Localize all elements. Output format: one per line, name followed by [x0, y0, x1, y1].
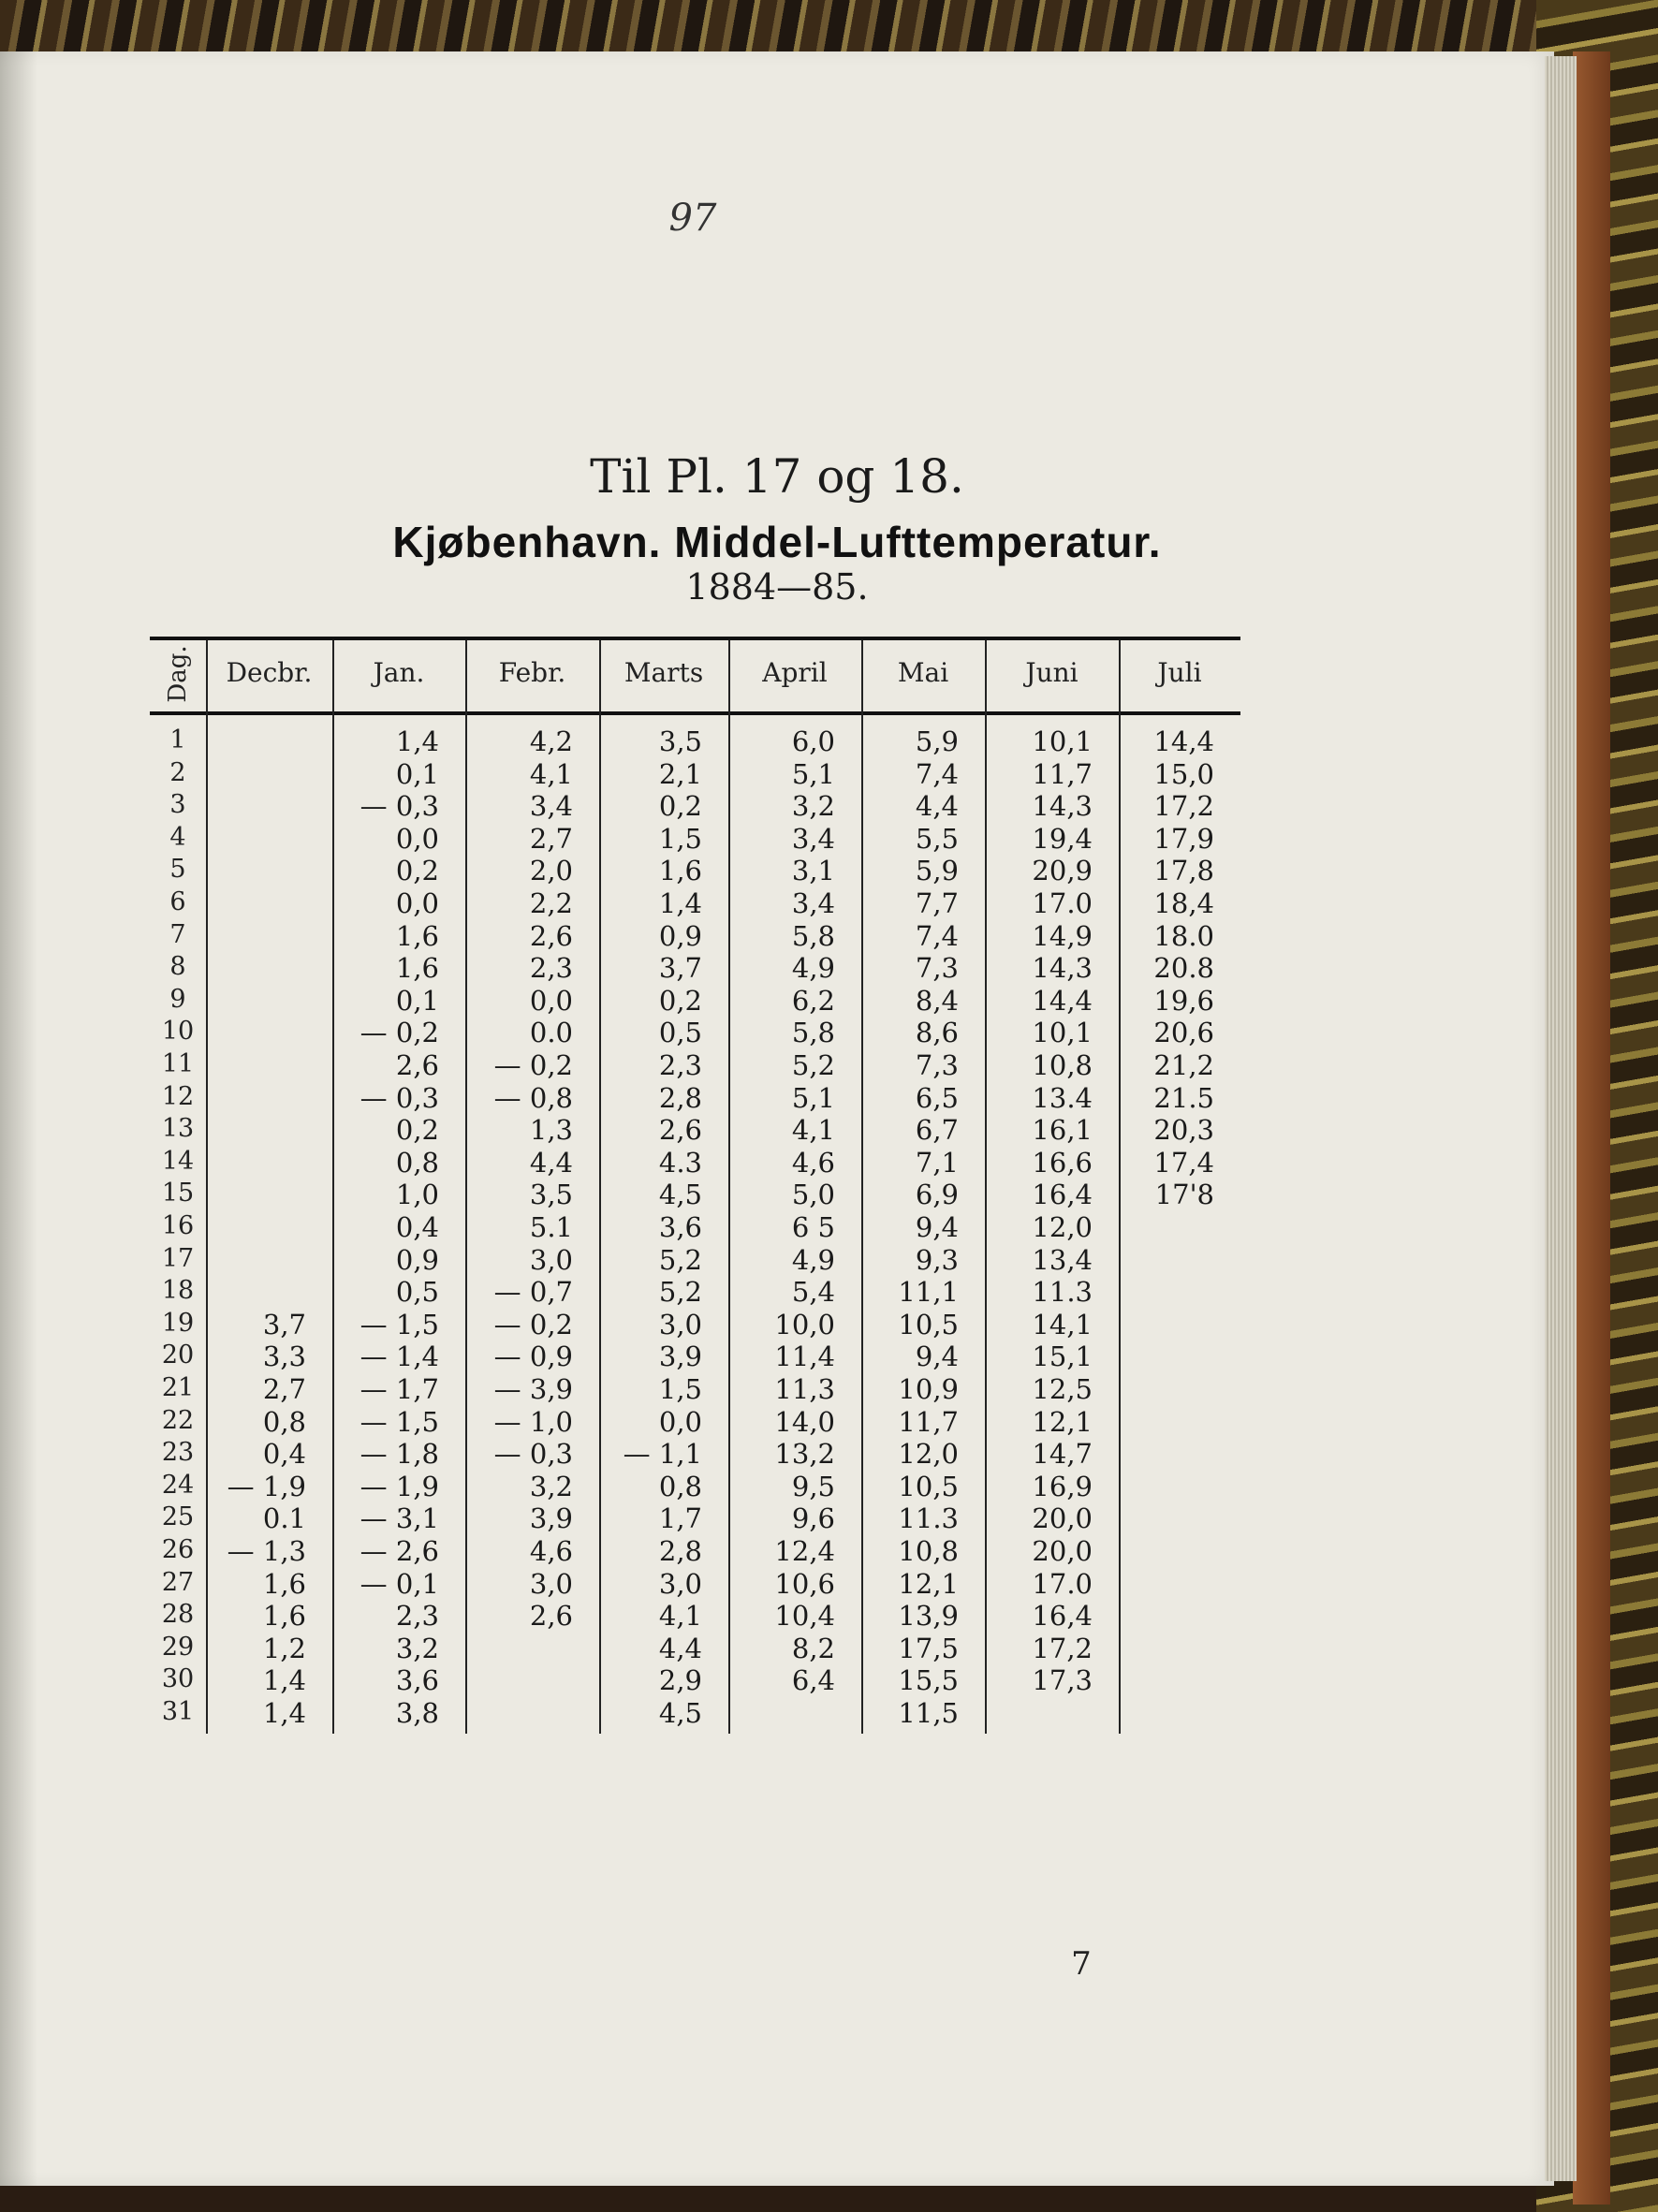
- temperature-cell: 3,9: [658, 1340, 702, 1373]
- day-number: 16: [161, 1211, 195, 1240]
- temperature-cell: 3,9: [529, 1502, 573, 1535]
- temperature-cell: 3,0: [529, 1243, 573, 1276]
- temperature-cell: 17.0: [1032, 1567, 1093, 1600]
- temperature-cell: 2,6: [529, 1600, 573, 1633]
- temperature-cell: 10,5: [898, 1470, 959, 1502]
- temperature-cell: 16,6: [1032, 1146, 1093, 1179]
- temperature-cell: 0,8: [658, 1470, 702, 1502]
- temperature-cell: 6 5: [791, 1211, 835, 1243]
- temperature-cell: 20,3: [1153, 1114, 1214, 1147]
- table-title: Kjøbenhavn. Middel-Lufttemperatur.: [392, 518, 1162, 566]
- temperature-cell: 1,5: [658, 1373, 702, 1405]
- temperature-cell: 3,2: [791, 790, 835, 823]
- temperature-cell: 3,3: [262, 1340, 306, 1373]
- temperature-cell: 2,1: [658, 757, 702, 790]
- temperature-cell: 1,4: [395, 725, 439, 757]
- temperature-cell: 2,3: [658, 1049, 702, 1081]
- temperature-cell: 13,9: [898, 1600, 959, 1633]
- temperature-cell: 3,4: [791, 822, 835, 855]
- day-number: 21: [161, 1373, 195, 1402]
- temperature-cell: 1,4: [658, 887, 702, 919]
- day-number: 26: [161, 1535, 195, 1564]
- temperature-cell: 1,6: [395, 952, 439, 985]
- column-header-juni: Juni: [1025, 657, 1078, 688]
- temperature-cell: 3,2: [529, 1470, 573, 1502]
- day-number: 1: [169, 725, 186, 754]
- temperature-cell: — 0,9: [493, 1340, 573, 1373]
- temperature-cell: 7,7: [915, 887, 959, 919]
- temperature-cell: 11.3: [898, 1502, 959, 1535]
- temperature-cell: 12,1: [898, 1567, 959, 1600]
- temperature-cell: 6,9: [915, 1179, 959, 1211]
- temperature-cell: 16,9: [1032, 1470, 1093, 1502]
- day-number: 15: [161, 1179, 195, 1209]
- temperature-cell: 0,2: [395, 855, 439, 887]
- temperature-cell: 15,0: [1153, 757, 1214, 790]
- temperature-cell: 20,0: [1032, 1535, 1093, 1567]
- temperature-cell: 10,8: [1032, 1049, 1093, 1081]
- temperature-cell: 21,2: [1153, 1049, 1214, 1081]
- temperature-cell: 3,2: [395, 1632, 439, 1664]
- temperature-cell: 3,0: [658, 1308, 702, 1340]
- temperature-cell: 2,6: [395, 1049, 439, 1081]
- temperature-cell: 2,8: [658, 1535, 702, 1567]
- temperature-cell: 5,2: [658, 1276, 702, 1309]
- day-number: 13: [161, 1114, 195, 1144]
- year-range: 1884—85.: [685, 566, 869, 608]
- temperature-cell: — 0,2: [493, 1308, 573, 1340]
- temperature-cell: 0,2: [395, 1114, 439, 1147]
- temperature-cell: 20,6: [1153, 1017, 1214, 1049]
- day-number: 10: [161, 1017, 195, 1047]
- temperature-cell: 13,2: [774, 1438, 835, 1471]
- temperature-cell: 9,4: [915, 1340, 959, 1373]
- temperature-cell: 5,2: [791, 1049, 835, 1081]
- day-number: 5: [169, 855, 186, 885]
- temperature-cell: 4.3: [658, 1146, 702, 1179]
- temperature-cell: 5,8: [791, 1017, 835, 1049]
- day-number: 17: [161, 1243, 195, 1273]
- day-number: 8: [169, 952, 186, 982]
- temperature-cell: 16,1: [1032, 1114, 1093, 1147]
- day-number: 18: [161, 1276, 195, 1306]
- temperature-cell: 5,0: [791, 1179, 835, 1211]
- temperature-cell: 3,7: [262, 1308, 306, 1340]
- temperature-cell: 11,3: [774, 1373, 835, 1405]
- temperature-cell: 2,9: [658, 1664, 702, 1697]
- day-number: 19: [161, 1308, 195, 1338]
- temperature-cell: 18.0: [1153, 919, 1214, 952]
- temperature-cell: 15,5: [898, 1664, 959, 1697]
- table-header-rule: [150, 711, 1240, 715]
- temperature-cell: 6,0: [791, 725, 835, 757]
- temperature-cell: 3,4: [529, 790, 573, 823]
- temperature-cell: 1,6: [658, 855, 702, 887]
- temperature-cell: 0,9: [658, 919, 702, 952]
- temperature-cell: 17,9: [1153, 822, 1214, 855]
- temperature-cell: 11,5: [898, 1697, 959, 1729]
- day-number: 12: [161, 1081, 195, 1111]
- temperature-cell: 19,4: [1032, 822, 1093, 855]
- temperature-cell: 0,5: [658, 1017, 702, 1049]
- temperature-cell: 5,5: [915, 822, 959, 855]
- temperature-cell: 3,1: [791, 855, 835, 887]
- temperature-cell: 0,8: [262, 1405, 306, 1438]
- temperature-cell: 4,5: [658, 1179, 702, 1211]
- temperature-cell: 8,4: [915, 984, 959, 1017]
- temperature-cell: 12,0: [898, 1438, 959, 1471]
- temperature-cell: 4,2: [529, 725, 573, 757]
- temperature-cell: 4,4: [658, 1632, 702, 1664]
- temperature-cell: 8,6: [915, 1017, 959, 1049]
- day-number: 4: [169, 822, 186, 852]
- temperature-cell: 0,1: [395, 757, 439, 790]
- temperature-cell: 4,6: [791, 1146, 835, 1179]
- temperature-cell: 4,4: [915, 790, 959, 823]
- temperature-cell: 2,6: [529, 919, 573, 952]
- temperature-cell: 0,4: [262, 1438, 306, 1471]
- temperature-cell: 2,7: [262, 1373, 306, 1405]
- temperature-cell: 12,5: [1032, 1373, 1093, 1405]
- temperature-cell: 9,6: [791, 1502, 835, 1535]
- temperature-cell: — 0,3: [493, 1438, 573, 1471]
- temperature-cell: 17,2: [1153, 790, 1214, 823]
- temperature-cell: 12,1: [1032, 1405, 1093, 1438]
- temperature-cell: 7,4: [915, 919, 959, 952]
- temperature-cell: 7,1: [915, 1146, 959, 1179]
- day-number: 11: [161, 1049, 195, 1078]
- temperature-cell: 13,4: [1032, 1243, 1093, 1276]
- temperature-cell: — 0,3: [359, 790, 439, 823]
- temperature-cell: 1,2: [262, 1632, 306, 1664]
- temperature-cell: 7,3: [915, 952, 959, 985]
- temperature-cell: 3,0: [529, 1567, 573, 1600]
- temperature-cell: 1,0: [395, 1179, 439, 1211]
- temperature-cell: 14,3: [1032, 952, 1093, 985]
- temperature-cell: 0,8: [395, 1146, 439, 1179]
- temperature-cell: — 1,8: [359, 1438, 439, 1471]
- temperature-cell: 3,5: [658, 725, 702, 757]
- temperature-cell: 6,5: [915, 1081, 959, 1114]
- temperature-cell: 0,5: [395, 1276, 439, 1309]
- temperature-cell: 4,5: [658, 1697, 702, 1729]
- temperature-cell: — 0,3: [359, 1081, 439, 1114]
- temperature-cell: 20,9: [1032, 855, 1093, 887]
- temperature-cell: 16,4: [1032, 1600, 1093, 1633]
- temperature-cell: 8,2: [791, 1632, 835, 1664]
- temperature-cell: 10,1: [1032, 725, 1093, 757]
- temperature-cell: — 1,5: [359, 1308, 439, 1340]
- temperature-cell: 4,1: [529, 757, 573, 790]
- page-number: 97: [668, 197, 717, 240]
- temperature-cell: 0,2: [658, 790, 702, 823]
- leather-binding-edge: [1573, 51, 1610, 2205]
- day-number: 9: [169, 984, 186, 1014]
- temperature-cell: 10,5: [898, 1308, 959, 1340]
- day-number: 31: [161, 1697, 195, 1726]
- temperature-cell: 12,0: [1032, 1211, 1093, 1243]
- temperature-cell: — 3,9: [493, 1373, 573, 1405]
- temperature-cell: 21.5: [1153, 1081, 1214, 1114]
- temperature-cell: 0.0: [529, 1017, 573, 1049]
- temperature-cell: 10,4: [774, 1600, 835, 1633]
- temperature-cell: 14,9: [1032, 919, 1093, 952]
- temperature-cell: — 0,2: [359, 1017, 439, 1049]
- temperature-cell: 1,7: [658, 1502, 702, 1535]
- column-header-juli: Juli: [1157, 657, 1202, 688]
- temperature-cell: 5.1: [529, 1211, 573, 1243]
- column-header-marts: Marts: [624, 657, 704, 688]
- temperature-cell: 10,6: [774, 1567, 835, 1600]
- day-number: 22: [161, 1405, 195, 1435]
- temperature-cell: 5,1: [791, 1081, 835, 1114]
- temperature-cell: 3,4: [791, 887, 835, 919]
- temperature-cell: 14,1: [1032, 1308, 1093, 1340]
- temperature-cell: 6,2: [791, 984, 835, 1017]
- temperature-cell: 0,0: [658, 1405, 702, 1438]
- temperature-cell: 11,1: [898, 1276, 959, 1309]
- day-number: 29: [161, 1632, 195, 1662]
- temperature-cell: 17.0: [1032, 887, 1093, 919]
- temperature-cell: 6,4: [791, 1664, 835, 1697]
- temperature-cell: 3,6: [395, 1664, 439, 1697]
- temperature-cell: 19,6: [1153, 984, 1214, 1017]
- temperature-cell: 7,4: [915, 757, 959, 790]
- temperature-cell: 0.1: [262, 1502, 306, 1535]
- temperature-cell: 1,3: [529, 1114, 573, 1147]
- temperature-cell: 0,1: [395, 984, 439, 1017]
- temperature-cell: 7,3: [915, 1049, 959, 1081]
- temperature-cell: 14,3: [1032, 790, 1093, 823]
- temperature-cell: 0,0: [529, 984, 573, 1017]
- temperature-cell: 10,0: [774, 1308, 835, 1340]
- temperature-cell: 17,2: [1032, 1632, 1093, 1664]
- temperature-cell: 3,7: [658, 952, 702, 985]
- temperature-cell: — 1,0: [493, 1405, 573, 1438]
- day-number: 7: [169, 919, 186, 949]
- day-number: 24: [161, 1470, 195, 1500]
- temperature-cell: 4,1: [658, 1600, 702, 1633]
- temperature-cell: 17,4: [1153, 1146, 1214, 1179]
- temperature-cell: 11,7: [898, 1405, 959, 1438]
- day-number: 3: [169, 790, 186, 820]
- temperature-cell: 11.3: [1032, 1276, 1093, 1309]
- temperature-cell: — 0,7: [493, 1276, 573, 1309]
- day-number: 14: [161, 1146, 195, 1176]
- temperature-cell: 16,4: [1032, 1179, 1093, 1211]
- temperature-cell: 11,4: [774, 1340, 835, 1373]
- temperature-cell: — 1,3: [227, 1535, 306, 1567]
- temperature-cell: 1,4: [262, 1697, 306, 1729]
- temperature-cell: — 1,9: [227, 1470, 306, 1502]
- temperature-cell: 3,6: [658, 1211, 702, 1243]
- temperature-cell: 5,9: [915, 725, 959, 757]
- temperature-cell: 14,7: [1032, 1438, 1093, 1471]
- column-header-febr: Febr.: [498, 657, 566, 688]
- temperature-cell: 5,1: [791, 757, 835, 790]
- temperature-cell: 13.4: [1032, 1081, 1093, 1114]
- temperature-cell: 18,4: [1153, 887, 1214, 919]
- temperature-cell: 2,2: [529, 887, 573, 919]
- temperature-cell: 10,8: [898, 1535, 959, 1567]
- temperature-cell: 3,8: [395, 1697, 439, 1729]
- day-number: 28: [161, 1600, 195, 1630]
- spine-shadow: [0, 51, 37, 2186]
- temperature-cell: 6,7: [915, 1114, 959, 1147]
- day-number: 2: [169, 757, 186, 787]
- temperature-cell: 9,5: [791, 1470, 835, 1502]
- temperature-cell: 0,4: [395, 1211, 439, 1243]
- temperature-cell: — 1,5: [359, 1405, 439, 1438]
- temperature-cell: 1,4: [262, 1664, 306, 1697]
- temperature-cell: 0,9: [395, 1243, 439, 1276]
- temperature-cell: 0,2: [658, 984, 702, 1017]
- temperature-cell: 15,1: [1032, 1340, 1093, 1373]
- temperature-cell: 9,4: [915, 1211, 959, 1243]
- day-number: 25: [161, 1502, 195, 1532]
- column-header-decbr: Decbr.: [226, 657, 313, 688]
- temperature-cell: 17,8: [1153, 855, 1214, 887]
- column-header-mai: Mai: [897, 657, 949, 688]
- day-number: 30: [161, 1664, 195, 1694]
- temperature-cell: 3,5: [529, 1179, 573, 1211]
- temperature-cell: 2,0: [529, 855, 573, 887]
- temperature-cell: 4,9: [791, 952, 835, 985]
- temperature-cell: — 3,1: [359, 1502, 439, 1535]
- temperature-cell: 1,5: [658, 822, 702, 855]
- temperature-cell: 14,0: [774, 1405, 835, 1438]
- temperature-cell: — 0,8: [493, 1081, 573, 1114]
- plate-reference-title: Til Pl. 17 og 18.: [590, 449, 964, 504]
- temperature-cell: — 1,1: [623, 1438, 702, 1471]
- temperature-cell: 4,6: [529, 1535, 573, 1567]
- temperature-cell: 4,4: [529, 1146, 573, 1179]
- temperature-cell: — 2,6: [359, 1535, 439, 1567]
- day-number: 23: [161, 1438, 195, 1468]
- day-number: 6: [169, 887, 186, 916]
- temperature-cell: 0,0: [395, 822, 439, 855]
- temperature-cell: 9,3: [915, 1243, 959, 1276]
- temperature-cell: 1,6: [395, 919, 439, 952]
- temperature-cell: — 1,9: [359, 1470, 439, 1502]
- temperature-cell: 2,3: [529, 952, 573, 985]
- temperature-cell: 2,6: [658, 1114, 702, 1147]
- temperature-cell: — 1,7: [359, 1373, 439, 1405]
- temperature-cell: 5,2: [658, 1243, 702, 1276]
- temperature-cell: 11,7: [1032, 757, 1093, 790]
- temperature-cell: 4,1: [791, 1114, 835, 1147]
- temperature-cell: — 0,2: [493, 1049, 573, 1081]
- temperature-cell: 1,6: [262, 1567, 306, 1600]
- temperature-cell: 12,4: [774, 1535, 835, 1567]
- temperature-cell: 14,4: [1032, 984, 1093, 1017]
- temperature-cell: 5,8: [791, 919, 835, 952]
- temperature-cell: 2,3: [395, 1600, 439, 1633]
- temperature-cell: 2,8: [658, 1081, 702, 1114]
- temperature-cell: 17,5: [898, 1632, 959, 1664]
- temperature-cell: — 0,1: [359, 1567, 439, 1600]
- temperature-cell: 10,1: [1032, 1017, 1093, 1049]
- temperature-cell: 4,9: [791, 1243, 835, 1276]
- temperature-cell: 5,9: [915, 855, 959, 887]
- day-number: 27: [161, 1567, 195, 1597]
- temperature-cell: 0,0: [395, 887, 439, 919]
- temperature-cell: 2,7: [529, 822, 573, 855]
- temperature-cell: 14,4: [1153, 725, 1214, 757]
- temperature-cell: — 1,4: [359, 1340, 439, 1373]
- temperature-cell: 17,3: [1032, 1664, 1093, 1697]
- temperature-cell: 3,0: [658, 1567, 702, 1600]
- day-number: 20: [161, 1340, 195, 1370]
- temperature-cell: 10,9: [898, 1373, 959, 1405]
- page-stack-edges: [1545, 56, 1577, 2181]
- column-header-april: April: [762, 657, 828, 688]
- day-column-header: Dag.: [164, 645, 192, 703]
- temperature-cell: 5,4: [791, 1276, 835, 1309]
- temperature-cell: 20,0: [1032, 1502, 1093, 1535]
- temperature-cell: 1,6: [262, 1600, 306, 1633]
- table-top-rule: [150, 637, 1240, 640]
- footer-signature-number: 7: [1071, 1945, 1092, 1983]
- temperature-cell: 17'8: [1154, 1179, 1214, 1211]
- column-header-jan: Jan.: [373, 657, 425, 688]
- temperature-cell: 20.8: [1153, 952, 1214, 985]
